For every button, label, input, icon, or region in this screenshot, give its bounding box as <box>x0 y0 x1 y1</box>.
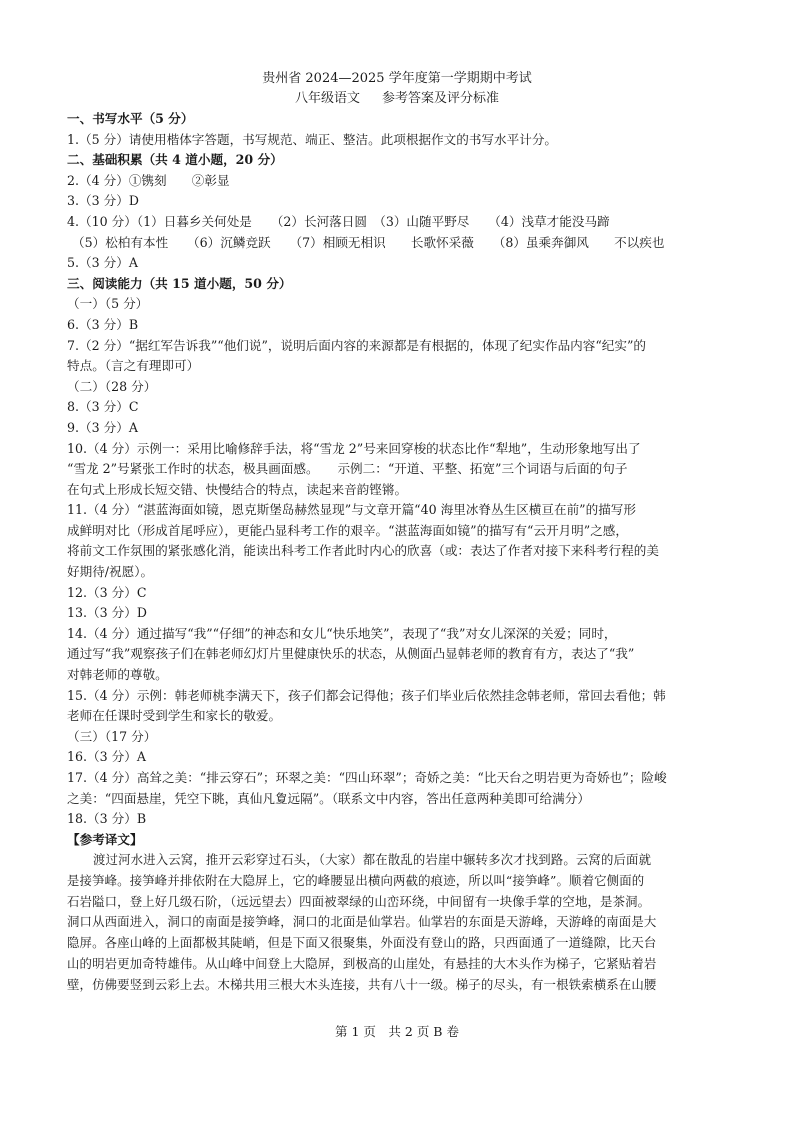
answer-q11-line3: 将前文工作氛围的紧张感化消，能读出科考工作者此时内心的欣喜（或：表达了作者对接下来科考行程的美 <box>67 543 659 559</box>
answer-q17-line2: 之美：“四面悬崖，凭空下眺，真仙凡夐远隔”。（联系文中内容，答出任意两种美即可给满分） <box>67 790 590 806</box>
answer-q11-line1: 11.（4 分）“湛蓝海面如镜，恩克斯堡岛赫然显现”与文章开篇“40 海里冰脊丛生区横亘在前”的描写形 <box>67 502 636 518</box>
page-footer: 第 1 页 共 2 页 B 卷 <box>335 1024 459 1039</box>
answer-q11-line2: 成鲜明对比（形成首尾呼应），更能凸显科考工作的艰辛。“湛蓝海面如镜”的描写有“云开月明”之感， <box>67 522 628 538</box>
answer-content <box>67 109 729 995</box>
reading-part-3: （三）（17 分） <box>67 728 157 744</box>
reading-part-1: （一）（5 分） <box>67 296 149 312</box>
answer-q10-line1: 10.（4 分）示例一：采用比喻修辞手法，将“雪龙 2”号来回穿梭的状态比作“犁地”，生动形象地写出了 <box>67 440 641 456</box>
translation-line: 渡过河水进入云窝，推开云彩穿过石头，（大家）都在散乱的岩崖中辗转多次才找到路。云窝的后面就 <box>93 852 652 868</box>
translation-line: 洞口从西面进入，洞口的南面是接笋峰，洞口的北面是仙掌岩。仙掌岩的东面是天游峰，天游峰的南面是大 <box>67 914 657 930</box>
translation-heading: 【参考译文】 <box>67 831 143 847</box>
answer-q17-line1: 17.（4 分）高耸之美：“排云穿石”；环翠之美：“四山环翠”；奇娇之美：“比天台之明岩更为奇娇也”；险峻 <box>67 770 667 785</box>
answer-q5: 5.（3 分）A <box>67 255 138 271</box>
section-heading-basics: 二、基础积累（共 4 道小题，20 分） <box>67 152 283 168</box>
answer-q18: 18.（3 分）B <box>67 811 147 827</box>
reading-part-2: （二）（28 分） <box>67 378 157 394</box>
document-header <box>0 69 794 109</box>
answer-q3: 3.（3 分）D <box>67 193 139 209</box>
answer-q8: 8.（3 分）C <box>67 399 139 415</box>
translation-line: 是接笋峰。接笋峰并排依附在大隐屏上，它的峰腰显出横向两截的痕迹，所以叫“接笋峰”。顺着它侧面的 <box>67 873 645 889</box>
answer-q13: 13.（3 分）D <box>67 605 147 621</box>
translation-line: 山的明岩更加奇特雄伟。从山峰中间登上大隐屏，到极高的山崖处，有悬挂的大木头作为梯子，它紧贴着岩 <box>67 955 657 971</box>
answer-q4-line2: （5）松柏有本性 （6）沉鳞竞跃 （7）相顾无相识 长歌怀采薇 （8）虽乘奔御风 不以疾也 <box>72 234 665 250</box>
answer-q10-line3: 在句式上形成长短交错、快慢结合的特点，读起来音韵铿锵。 <box>67 481 408 497</box>
answer-q14-line2: 通过写“我”观察孩子们在韩老师幻灯片里健康快乐的状态，从侧面凸显韩老师的教育有方，表达了“我” <box>67 646 635 662</box>
document-subtitle <box>0 89 794 109</box>
answer-q7-line1: 7.（2 分）“据红军告诉我”“他们说”，说明后面内容的来源都是有根据的，体现了纪实作品内容“纪实”的 <box>67 337 647 353</box>
section-heading-reading: 三、阅读能力（共 15 道小题，50 分） <box>67 275 292 291</box>
answer-q15-line2: 老师在任课时受到学生和家长的敬爱。 <box>67 708 282 724</box>
subtitle-answer-key: 参考答案及评分标准 <box>382 91 500 106</box>
answer-q6: 6.（3 分）B <box>67 316 139 332</box>
translation-line: 隐屏。各座山峰的上面都极其陡峭，但是下面又很聚集，外面没有登山的路，只西面通了一道缝隙，比天台 <box>67 935 657 951</box>
answer-q11-line4: 好期待/祝愿）。 <box>67 564 154 580</box>
answer-q7-line2: 特点。（言之有理即可） <box>67 358 200 374</box>
subtitle-grade-subject: 八年级语文 <box>294 91 360 106</box>
translation-line: 石岩隘口，登上好几级石阶，（远远望去）四面被翠绿的山峦环绕，中间留有一块像手掌的空地，是茶洞。 <box>67 893 651 909</box>
translation-body <box>67 850 729 995</box>
answer-q14-line1: 14.（4 分）通过描写“我”“仔细”的神态和女儿“快乐地笑”，表现了“我”对女儿深深的关爱；同时， <box>67 625 617 641</box>
answer-q2: 2.（4 分）①镌刻 ②彰显 <box>67 172 230 188</box>
document-title: 贵州省 2024—2025 学年度第一学期期中考试 <box>262 71 532 86</box>
answer-q10-line2: “雪龙 2”号紧张工作时的状态，极具画面感。 示例二：“开道、平整、拓宽”三个词语与后面的句子 <box>67 461 628 477</box>
answer-q1: 1.（5 分）请使用楷体字答题，书写规范、端正、整洁。此项根据作文的书写水平计分。 <box>67 131 558 147</box>
answer-q14-line3: 对韩老师的尊敬。 <box>67 667 168 683</box>
answer-q4-line1: 4.（10 分）（1）日暮乡关何处是 （2）长河落日圆 （3）山随平野尽 （4）浅草才能没马蹄 <box>67 213 610 229</box>
answer-q15-line1: 15.（4 分）示例：韩老师桃李满天下，孩子们都会记得他；孩子们毕业后依然挂念韩老师，常回去看他；韩 <box>67 687 666 703</box>
translation-line: 壁，仿佛要竖到云彩上去。木梯共用三根大木头连接，共有八十一级。梯子的尽头，有一根铁索横系在山腰 <box>67 976 657 992</box>
answer-q12: 12.（3 分）C <box>67 584 147 600</box>
answer-q9: 9.（3 分）A <box>67 419 138 435</box>
section-heading-writing: 一、书写水平（5 分） <box>67 111 194 126</box>
answer-q16: 16.（3 分）A <box>67 749 146 765</box>
